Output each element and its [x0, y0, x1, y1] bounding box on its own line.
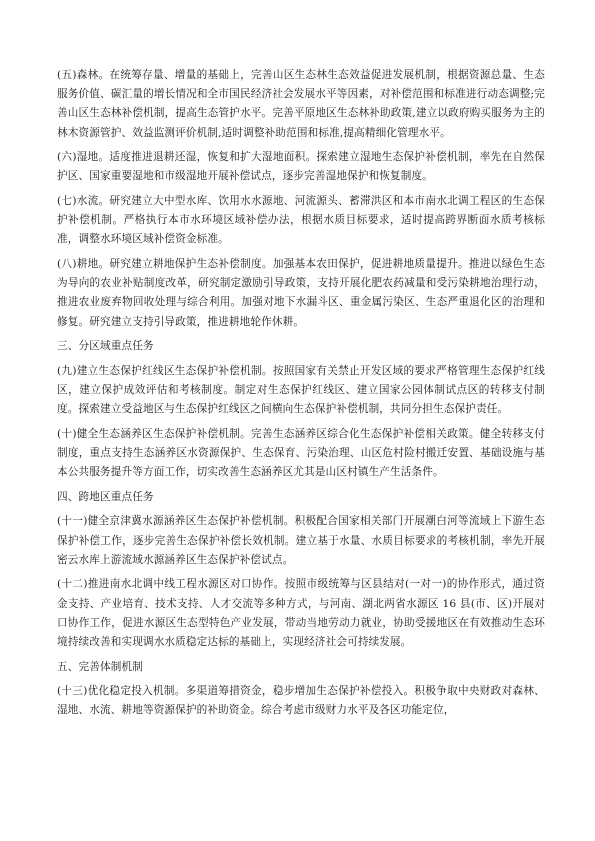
paragraph-wetland: (六)湿地。适度推进退耕还湿，恢复和扩大湿地面积。探索建立湿地生态保护补偿机制，率先在自然保护区、国家重要湿地和市级湿地开展补偿试点，逐步完善湿地保护和恢复制度。 — [57, 151, 545, 183]
paragraph-south-north-water-diversion: (十二)推进南水北调中线工程水源区对口协作。按照市级统筹与区县结对(一对一)的协作形式，通过资金支持、产业培育、技术支持、人才交流等多种方式，与河南、湖北两省水源区 16 县(市、区)开展对口协作工作，促进水源区生态型特色产业发展，带动当地劳动力就业，协助受援地区在有效推动生态环境持续改善和实现调水水质稳定达标的基础上，实现经济社会可持续发展。 — [57, 578, 545, 648]
document-body — [57, 66, 545, 726]
paragraph-water-flow: (七)水流。研究建立大中型水库、饮用水水源地、河流源头、蓄滞洪区和本市南水北调工程区的生态保护补偿机制。严格执行本市水环境区域补偿办法，根据水质目标要求，适时提高跨界断面水质考核标准，调整水环境区域补偿资金标准。 — [57, 195, 545, 246]
paragraph-funding-mechanism: (十三)优化稳定投入机制。多渠道筹措资金，稳步增加生态保护补偿投入。积极争取中央财政对森林、湿地、水流、耕地等资源保护的补助资金。综合考虑市级财力水平及各区功能定位， — [57, 685, 545, 717]
section-heading-regional-tasks: 三、分区域重点任务 — [57, 340, 154, 353]
paragraph-conservation-zone: (十)健全生态涵养区生态保护补偿机制。完善生态涵养区综合化生态保护补偿相关政策。健全转移支付制度，重点支持生态涵养区水资源保护、生态保育、污染治理、山区危村险村搬迁安置、基础设施与基本公共服务提升等方面工作，切实改善生态涵养区尤其是山区村镇生产生活条件。 — [57, 427, 545, 479]
section-heading-improve-mechanisms: 五、完善体制机制 — [57, 660, 143, 673]
paragraph-jingjinji-water-source: (十一)健全京津冀水源涵养区生态保护补偿机制。积极配合国家相关部门开展潮白河等流域上下游生态保护补偿工作，逐步完善生态保护补偿长效机制。建立基于水量、水质目标要求的考核机制，率先开展密云水库上游流域水源涵养区生态保护补偿试点。 — [57, 515, 545, 566]
paragraph-red-line-zone: (九)建立生态保护红线区生态保护补偿机制。按照国家有关禁止开发区域的要求严格管理生态保护红线区，建立保护成效评估和考核制度。制定对生态保护红线区、建立国家公园体制试点区的转移支付制度。探索建立受益地区与生态保护红线区之间横向生态保护补偿机制，共同分担生态保护责任。 — [57, 364, 545, 416]
section-heading-cross-region-tasks: 四、跨地区重点任务 — [57, 490, 154, 503]
paragraph-farmland: (八)耕地。研究建立耕地保护生态补偿制度。加强基本农田保护，促进耕地质量提升。推进以绿色生态为导向的农业补贴制度改革，研究制定激励引导政策，支持开展化肥农药减量和受污染耕地治理行动，推进农业废弃物回收处理与综合利用。加强对地下水漏斗区、重金属污染区、生态严重退化区的治理和修复。研究建立支持引导政策，推进耕地轮作休耕。 — [57, 258, 545, 328]
paragraph-forest: (五)森林。在统筹存量、增量的基础上，完善山区生态林生态效益促进发展机制，根据资源总量、生态服务价值、碳汇量的增长情况和全市国民经济社会发展水平等因素，对补偿范围和标准进行动态调整;完善山区生态林补偿机制，提高生态管护水平。完善平原地区生态林补助政策,建立以政府购买服务为主的林木资源管护、效益监测评价机制,适时调整补助范围和标准,提高精细化管理水平。 — [57, 69, 545, 139]
